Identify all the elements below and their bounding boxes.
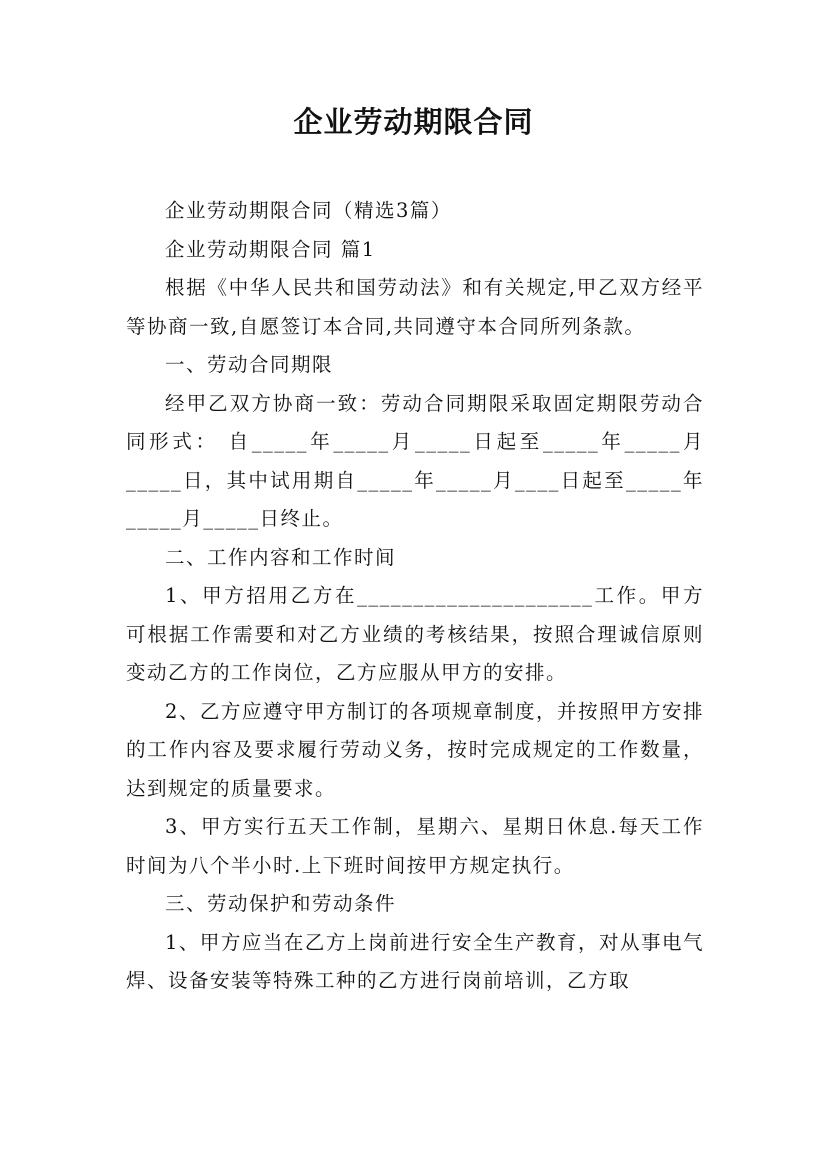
document-body: [126, 192, 704, 1001]
paragraph-contract-term: 经甲乙双方协商一致：劳动合同期限采取固定期限劳动合同形式： 自_____年_____月_____日起至_____年_____月_____日，其中试用期自_____年_____月____日起至_____年_____月_____日终止。: [126, 391, 704, 530]
paragraph-subtitle: 企业劳动期限合同（精选3篇）: [165, 199, 452, 222]
paragraph-work-item-1: 1、甲方招用乙方在_____________________工作。甲方可根据工作需要和对乙方业绩的考核结果，按照合理诚信原则变动乙方的工作岗位，乙方应服从甲方的安排。: [126, 584, 704, 684]
paragraph-preamble: 根据《中华人民共和国劳动法》和有关规定,甲乙双方经平等协商一致,自愿签订本合同,共同遵守本合同所列条款。: [126, 276, 704, 338]
paragraph-section-heading: 企业劳动期限合同 篇1: [165, 237, 376, 261]
heading-work-content: 二、工作内容和工作时间: [165, 545, 397, 569]
paragraph-work-item-2: 2、乙方应遵守甲方制订的各项规章制度，并按照甲方安排的工作内容及要求履行劳动义务，按时完成规定的工作数量，达到规定的质量要求。: [126, 699, 704, 800]
heading-contract-term: 一、劳动合同期限: [165, 353, 334, 376]
document-title: 企业劳动期限合同: [293, 105, 534, 139]
paragraph-work-item-3: 3、甲方实行五天工作制，星期六、星期日休息.每天工作时间为八个半小时.上下班时间按甲方规定执行。: [126, 815, 704, 877]
paragraph-protection-item-1: 1、甲方应当在乙方上岗前进行安全生产教育，对从事电气焊、设备安装等特殊工种的乙方进行岗前培训，乙方取: [126, 930, 704, 992]
heading-labor-protection: 三、劳动保护和劳动条件: [165, 892, 397, 915]
